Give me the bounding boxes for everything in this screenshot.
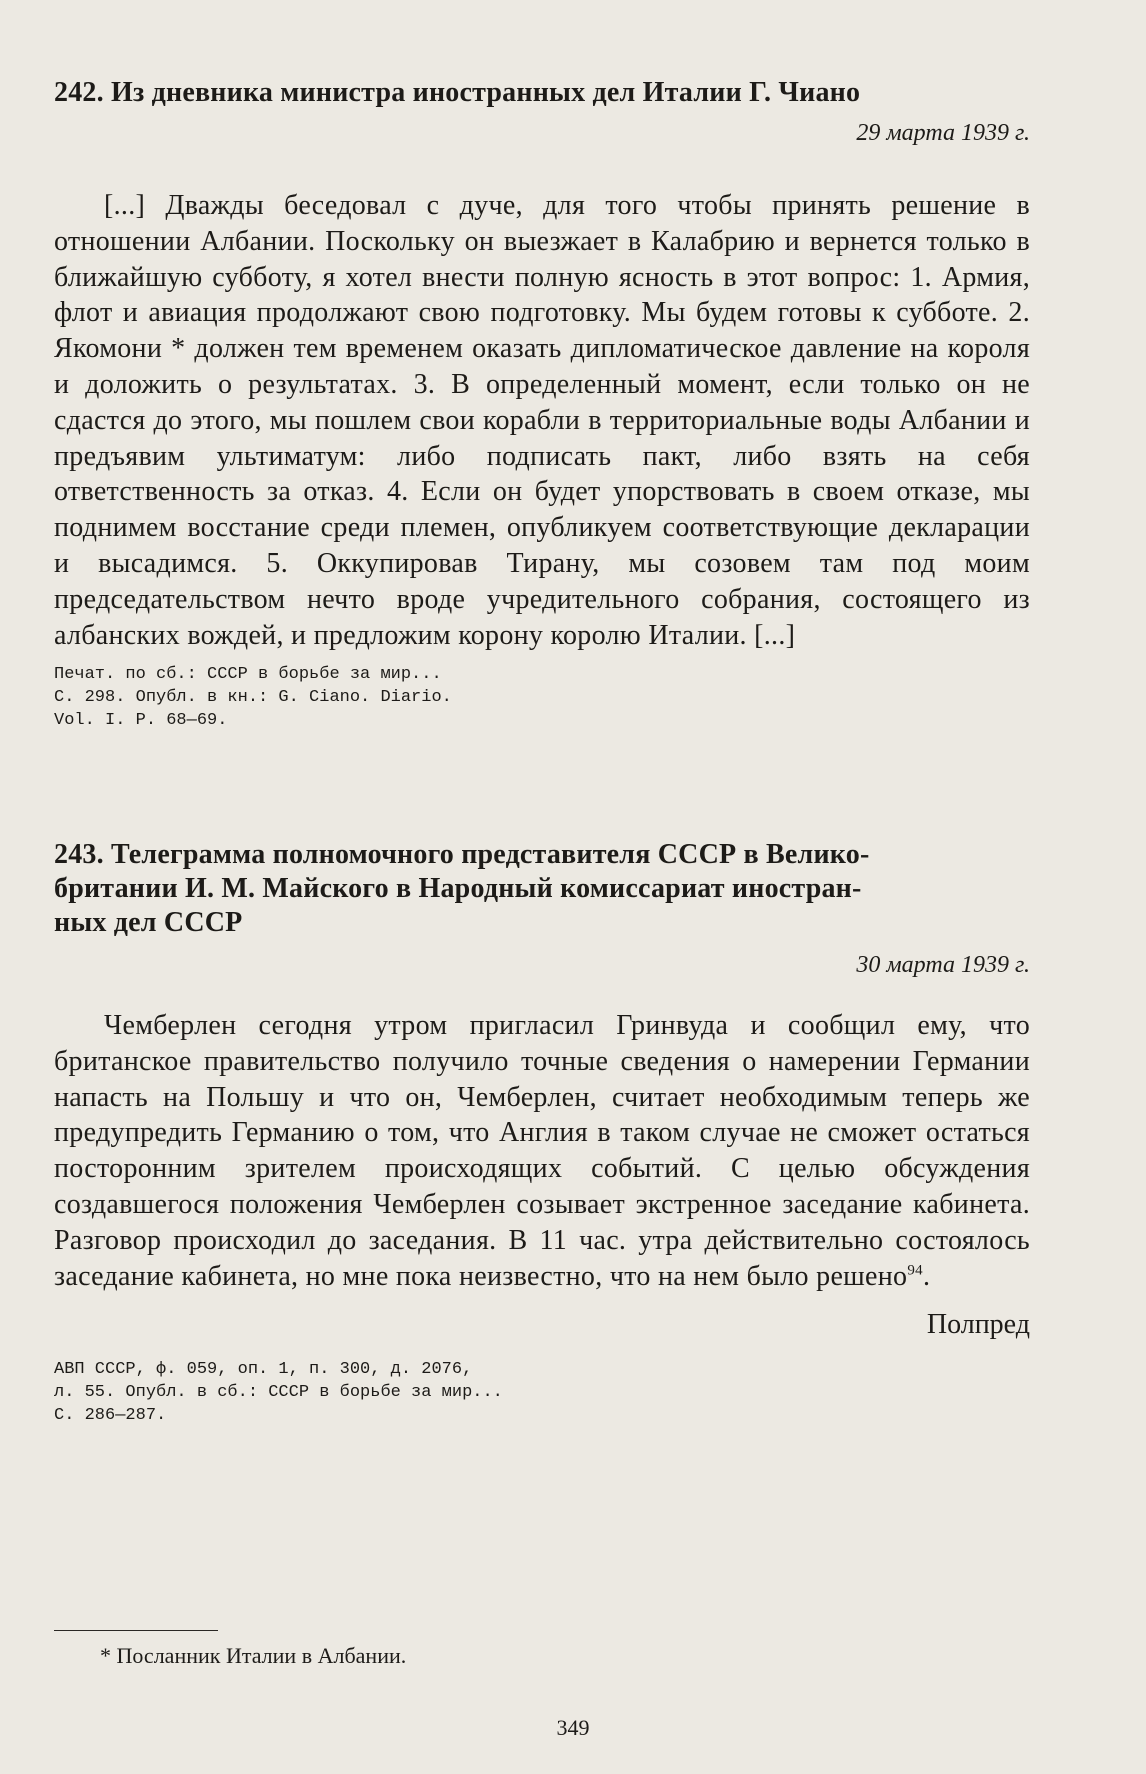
footnote: * Посланник Италии в Албании.	[100, 1643, 407, 1668]
doc-242-source	[54, 663, 1030, 732]
doc-243-source-line: С. 286—287.	[54, 1406, 167, 1426]
doc-242-date: 29 марта 1939 г.	[856, 120, 1030, 146]
doc-243-signature: Полпред	[926, 1309, 1030, 1341]
doc-243-body	[54, 1008, 1030, 1294]
doc-243-source	[54, 1358, 1030, 1427]
doc-243-heading-line: ных дел СССР	[54, 907, 243, 938]
doc-243-source-line: АВП СССР, ф. 059, оп. 1, п. 300, д. 2076,	[54, 1360, 473, 1380]
doc-243-body-end: .	[922, 1260, 931, 1292]
doc-242-heading: 242. Из дневника министра иностранных дел Италии Г. Чиано	[54, 77, 861, 108]
doc-242-source-line: Vol. I. P. 68—69.	[54, 711, 228, 731]
doc-243-date: 30 марта 1939 г.	[856, 952, 1030, 978]
doc-243-heading-line: британии И. М. Майского в Народный комиссариат иностран-	[54, 873, 862, 904]
doc-242-source-line: Печат. по сб.: СССР в борьбе за мир...	[54, 665, 442, 685]
doc-243-heading-line: 243. Телеграмма полномочного представителя СССР в Велико-	[54, 839, 870, 870]
doc-242-source-line: С. 298. Опубл. в кн.: G. Ciano. Diario.	[54, 688, 452, 708]
footnote-divider	[54, 1630, 218, 1631]
footnote-reference: 94	[907, 1262, 923, 1279]
doc-243-body-text: Чемберлен сегодня утром пригласил Гринвуда и сообщил ему, что британское правительство получило точные сведения о намерении Германии напасть на Польшу и что он, Чемберлен, считает необходимым теперь же предупредить Германию о том, что Англия в таком случае не сможет остаться посторонним зрителем происходящих событий. С целью обсуждения создавшегося положения Чемберлен созывает экстренное заседание кабинета. Разговор происходил до заседания. В 11 час. утра действительно состоялось заседание кабинета, но мне пока неизвестно, что на нем было решено	[54, 1010, 1030, 1292]
doc-242-body: [...] Дважды беседовал с дуче, для того чтобы принять решение в отношении Албании. Поскольку он выезжает в Калабрию и вернется только в ближайшую субботу, я хотел внести полную ясность в этот вопрос: 1. Армия, флот и авиация продолжают свою подготовку. Мы будем готовы к субботе. 2. Якомони * должен тем временем оказать дипломатическое давление на короля и доложить о результатах. 3. В определенный момент, если только он не сдастся до этого, мы пошлем свои корабли в территориальные воды Албании и предъявим ультиматум: либо подписать пакт, либо взять на себя ответственность за отказ. 4. Если он будет упорствовать в своем отказе, мы поднимем восстание среди племен, опубликуем соответствующие декларации и высадимся. 5. Оккупировав Тирану, мы созовем там под моим председательством нечто вроде учредительного собрания, состоящего из албанских вождей, и предложим корону королю Италии. [...]	[54, 190, 1030, 651]
document-243	[54, 838, 1030, 1427]
document-242	[54, 76, 1030, 732]
page-number: 349	[556, 1715, 590, 1740]
doc-243-source-line: л. 55. Опубл. в сб.: СССР в борьбе за мир...	[54, 1383, 503, 1403]
